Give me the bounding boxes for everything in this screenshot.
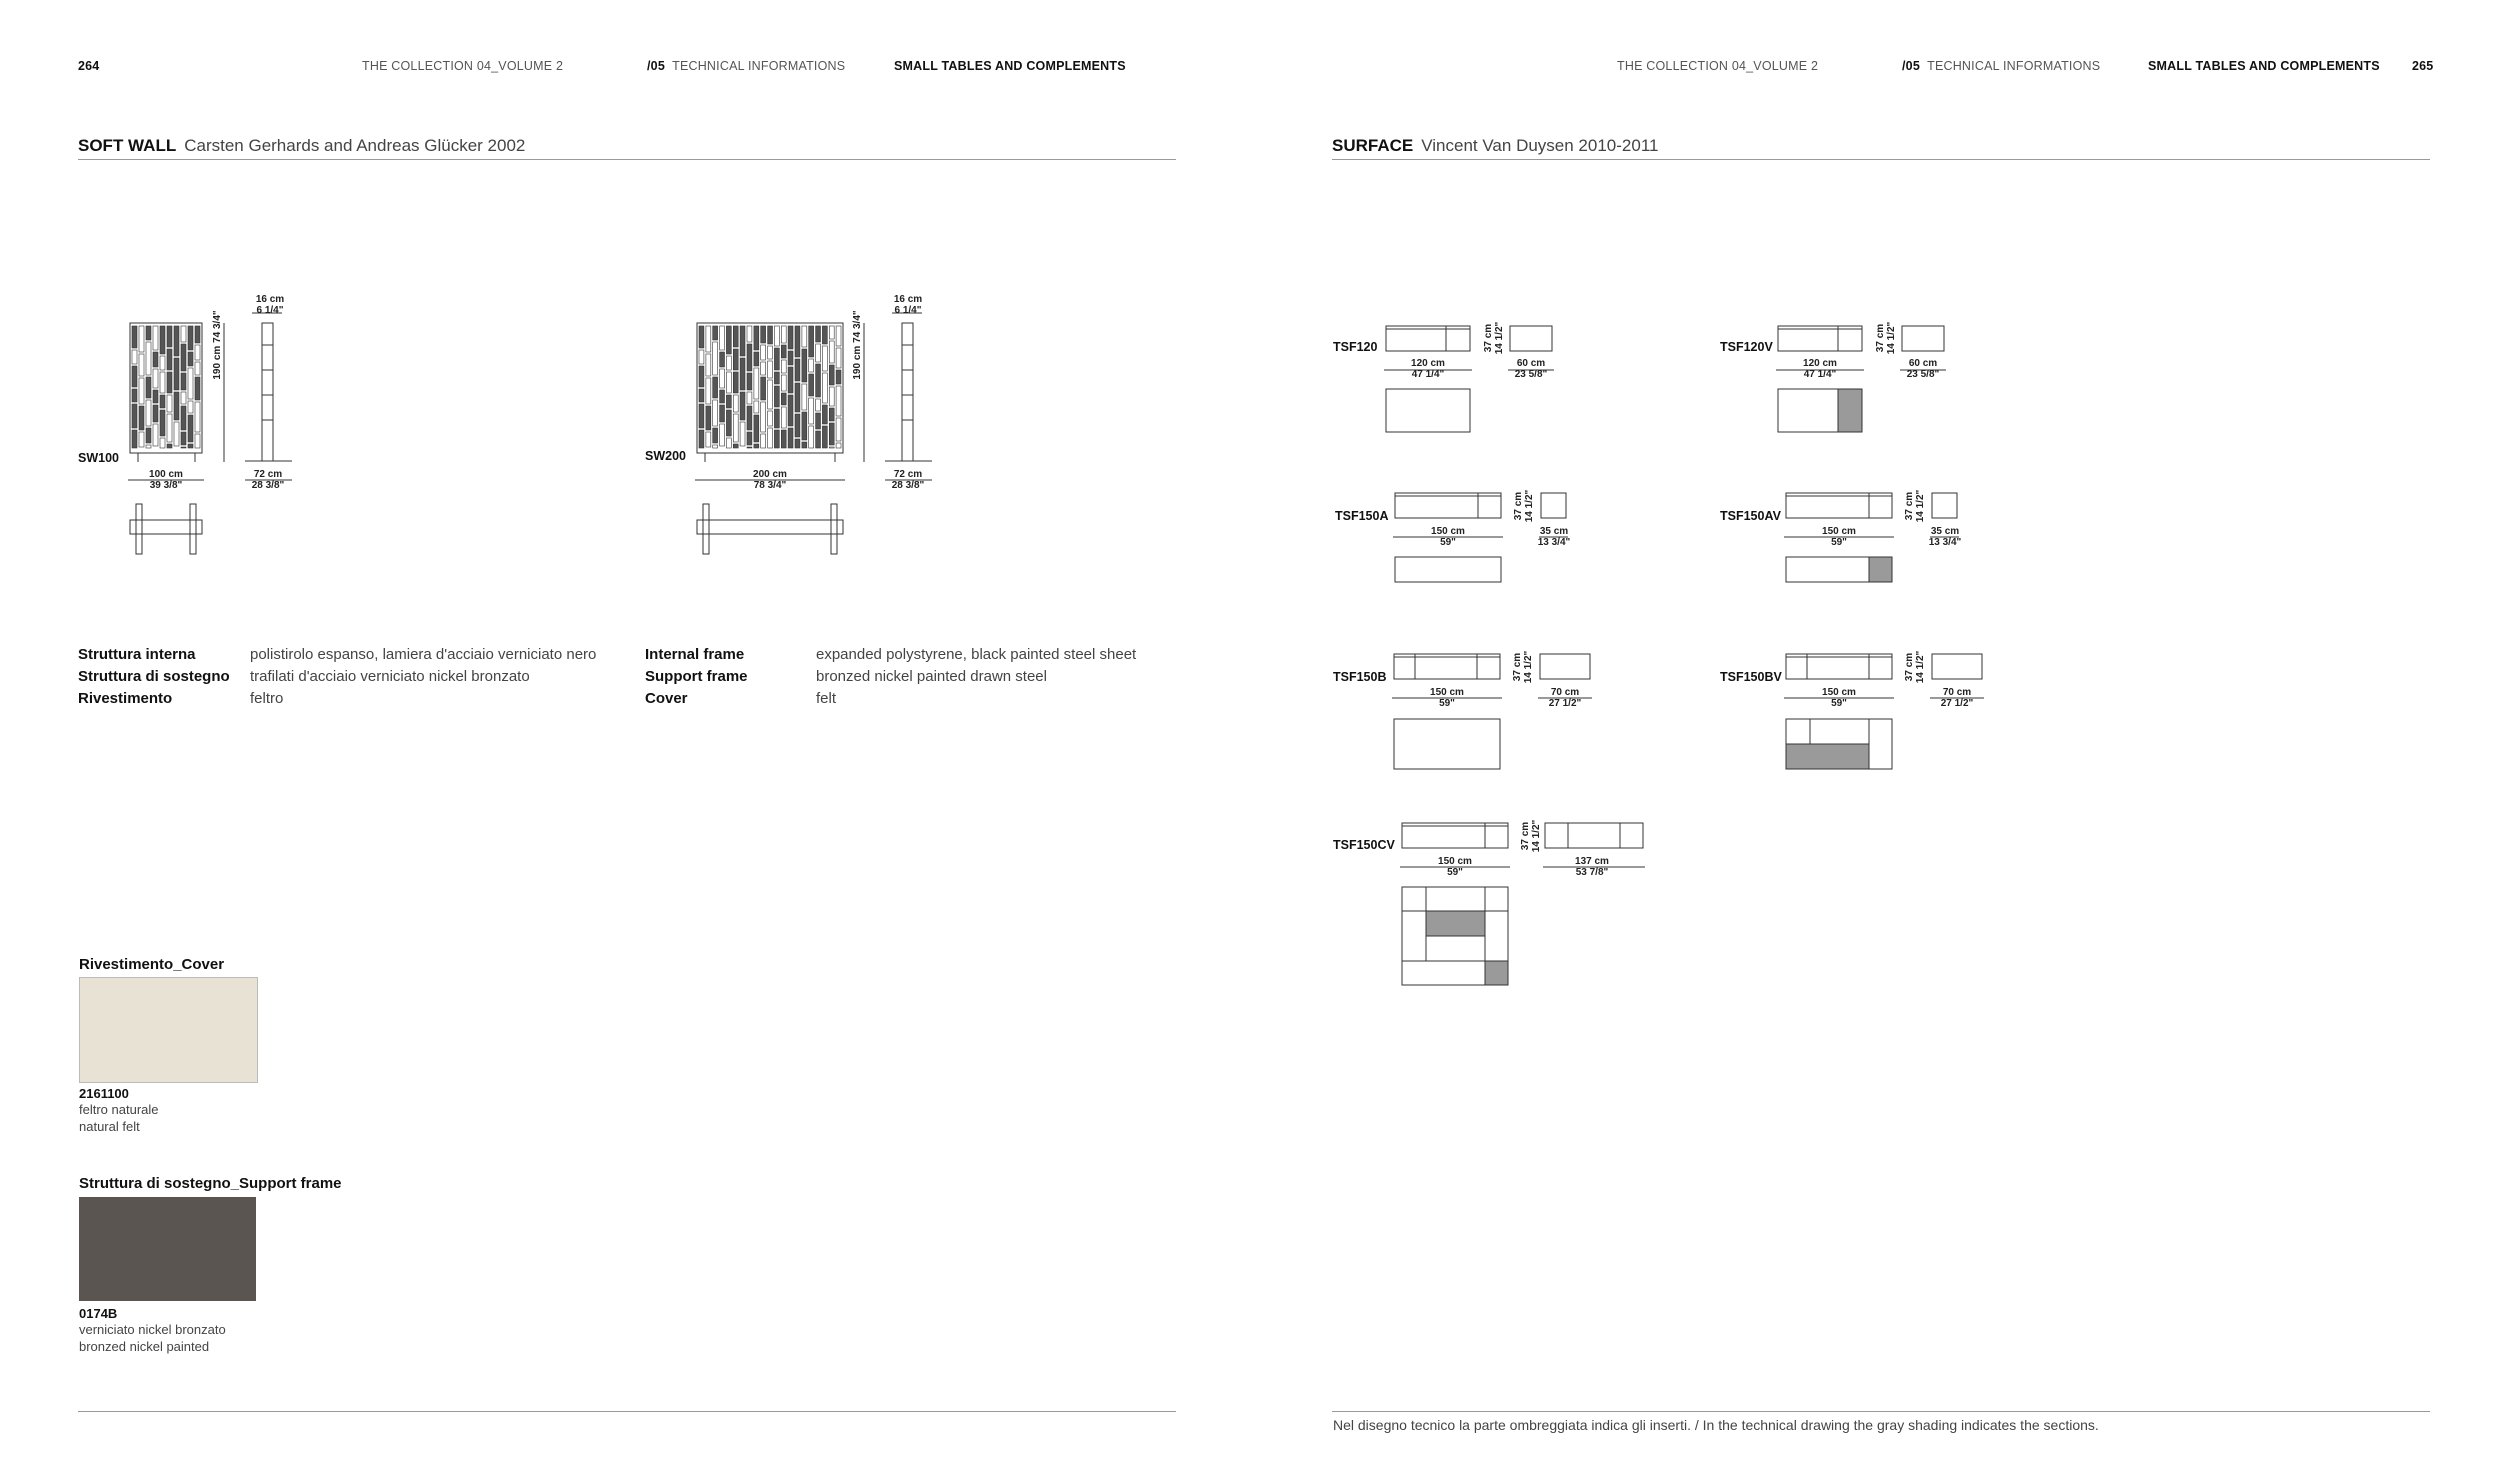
felt-block [188,352,193,366]
felt-block [816,364,821,397]
felt-block [781,430,786,448]
felt-block [139,406,144,430]
felt-block [706,326,711,352]
felt-block [720,424,725,446]
swatch-description: verniciato nickel bronzato bronzed nickel painted [79,1322,226,1354]
model-code-tsf150cv: TSF150CV [1333,838,1395,852]
felt-block [809,426,814,448]
felt-block [795,326,800,357]
felt-block [195,362,200,375]
felt-block [167,349,172,370]
felt-block [726,410,731,436]
felt-block [733,349,738,370]
felt-block [720,390,725,403]
felt-block [174,326,179,356]
footnote: Nel disegno tecnico la parte ombreggiata indica gli inserti. / In the technical drawing the gray shading indicates the sections. [1333,1417,2099,1433]
felt-block [188,368,193,399]
spec-label: Cover [645,690,688,707]
footer-divider-left [78,1411,1176,1412]
felt-block [713,428,718,443]
felt-block [160,326,165,354]
felt-block [788,351,793,365]
felt-block [699,430,704,448]
felt-block [788,428,793,448]
felt-block [713,377,718,398]
felt-block [699,350,704,364]
felt-block [720,326,725,350]
felt-block [181,447,186,448]
felt-block [747,344,752,371]
felt-block [754,415,759,442]
felt-block [146,342,151,375]
felt-block [726,356,731,370]
felt-block [146,428,151,443]
page-number-left: 264 [78,59,100,73]
felt-block [740,392,745,420]
felt-block [802,384,807,410]
felt-block [726,326,731,354]
felt-block [181,392,186,404]
felt-block [795,439,800,448]
felt-block [788,395,793,426]
felt-block [195,377,200,400]
felt-block [754,444,759,448]
title-divider-left [78,159,1176,160]
felt-block [740,422,745,446]
felt-block [802,412,807,440]
felt-block [706,378,711,404]
width-dim-sw200: 200 cm 78 3/4" [753,469,787,491]
felt-block [774,348,779,370]
collection-label-left: THE COLLECTION 04_VOLUME 2 [362,59,564,73]
felt-block [720,405,725,422]
felt-block [795,359,800,381]
felt-block [181,432,186,445]
title-divider-right [1332,159,2430,160]
felt-block [747,432,752,445]
felt-block [188,326,193,350]
felt-block [754,368,759,399]
felt-block [146,400,151,426]
felt-block [768,411,773,426]
spec-label: Struttura di sostegno [78,668,230,685]
felt-block [132,326,137,348]
spec-value: polistirolo espanso, lamiera d'acciaio verniciato nero [250,646,597,663]
depth-dim-sw200: 16 cm 6 1/4" [893,294,923,316]
felt-block [829,341,834,363]
felt-block [761,326,766,343]
category-label-left: SMALL TABLES AND COMPLEMENTS [894,59,1126,73]
felt-block [132,350,137,364]
felt-block [809,326,814,357]
felt-block [132,389,137,402]
felt-block [740,326,745,356]
felt-block [747,406,752,430]
felt-block [153,326,158,350]
felt-block [167,414,172,442]
model-code-sw200: SW200 [645,449,686,463]
depth-dim: 70 cm 27 1/2" [1548,687,1582,709]
model-code-tsf150av: TSF150AV [1720,509,1781,523]
felt-block [713,445,718,448]
felt-block [829,365,834,385]
felt-block [836,348,841,368]
model-code-tsf150b: TSF150B [1333,670,1387,684]
felt-block [747,373,752,390]
felt-block [829,326,834,339]
felt-block [132,404,137,428]
felt-block [774,372,779,384]
felt-block [822,426,827,448]
felt-block [153,424,158,446]
felt-block [195,345,200,360]
felt-block [802,442,807,448]
felt-block [188,415,193,442]
width-dim: 150 cm 59" [1822,687,1856,709]
felt-block [181,373,186,390]
felt-block [153,369,158,388]
depth-dim: 70 cm 27 1/2" [1940,687,1974,709]
felt-block [153,390,158,403]
felt-block [195,326,200,343]
swatch-felt-natural[interactable] [79,977,258,1083]
height-dim: 37 cm 14 1/2" [1520,819,1542,853]
felt-block [720,352,725,367]
felt-block [781,407,786,428]
spec-label: Struttura interna [78,646,196,663]
felt-block [816,413,821,429]
felt-block [733,444,738,448]
felt-block [836,326,841,346]
felt-block [699,389,704,402]
felt-block [822,373,827,403]
felt-block [768,361,773,378]
swatch-code: 2161100 [79,1086,129,1101]
spec-value: bronzed nickel painted drawn steel [816,668,1047,685]
felt-block [768,346,773,359]
height-dim-sw200: 190 cm 74 3/4" [852,310,863,380]
felt-block [829,408,834,421]
felt-block [153,352,158,367]
felt-block [726,395,731,408]
felt-block [146,377,151,398]
surface-tables-drawing [0,0,1,1]
felt-block [139,432,144,447]
felt-block [822,326,827,344]
height-dim: 37 cm 14 1/2" [1512,650,1534,684]
felt-block [188,444,193,448]
width-dim: 150 cm 59" [1430,687,1464,709]
felt-block [174,358,179,390]
felt-block [160,356,165,370]
height-dim: 37 cm 14 1/2" [1904,489,1926,523]
depth-dim: 60 cm 23 5/8" [1906,358,1940,380]
footer-divider-right [1332,1411,2430,1412]
spec-value: feltro [250,690,284,707]
width-dim-sw100: 100 cm 39 3/8" [149,469,183,491]
width-dim: 150 cm 59" [1822,526,1856,548]
felt-block [781,326,786,343]
height-dim: 37 cm 14 1/2" [1483,321,1505,355]
felt-block [754,326,759,350]
felt-block [816,344,821,362]
felt-block [160,438,165,448]
felt-block [132,366,137,387]
felt-block [726,372,731,393]
felt-block [795,383,800,412]
section-label-right: /05 TECHNICAL INFORMATIONS [1902,59,2101,73]
felt-block [699,404,704,428]
felt-block [761,377,766,400]
felt-block [768,326,773,344]
product-title-right: SURFACE Vincent Van Duysen 2010-2011 [1332,136,1659,155]
felt-block [781,345,786,358]
felt-block [768,380,773,409]
category-label-right: SMALL TABLES AND COMPLEMENTS [2148,59,2380,73]
felt-block [720,369,725,388]
width-dim: 150 cm 59" [1438,856,1472,878]
spec-value: trafilati d'acciaio verniciato nickel bronzato [250,668,530,685]
felt-block [802,326,807,347]
felt-block [139,326,144,352]
spec-label: Support frame [645,668,748,685]
width-dim: 120 cm 47 1/4" [1803,358,1837,380]
depth-dim: 60 cm 23 5/8" [1514,358,1548,380]
swatch-group-title-support: Struttura di sostegno_Support frame [79,1175,342,1192]
felt-block [768,428,773,448]
felt-block [713,342,718,375]
felt-block [733,326,738,347]
height-dim: 37 cm 14 1/2" [1904,650,1926,684]
felt-block [802,349,807,382]
height-dim: 37 cm 14 1/2" [1513,489,1535,523]
model-code-tsf150bv: TSF150BV [1720,670,1782,684]
felt-block [706,354,711,376]
felt-block [195,402,200,432]
felt-block [836,370,841,384]
collection-label-right: THE COLLECTION 04_VOLUME 2 [1617,59,1819,73]
felt-block [829,423,834,445]
felt-block [713,400,718,426]
spec-value: expanded polystyrene, black painted steel sheet [816,646,1137,663]
felt-block [167,395,172,412]
depth-dim: 137 cm 53 7/8" [1575,856,1609,878]
felt-block [809,359,814,372]
felt-block [174,392,179,420]
width-dim: 150 cm 59" [1431,526,1465,548]
felt-block [167,444,172,448]
height-dim-sw100: 190 cm 74 3/4" [212,310,223,380]
felt-block [139,378,144,404]
section-label-left [647,59,845,73]
felt-block [139,354,144,376]
felt-block [761,402,766,432]
felt-block [761,434,766,448]
felt-block [829,447,834,448]
felt-block [774,430,779,448]
felt-block [788,367,793,393]
swatch-code: 0174B [79,1306,118,1321]
felt-block [181,344,186,371]
felt-block [774,386,779,407]
felt-block [788,326,793,349]
height-dim: 37 cm 14 1/2" [1875,321,1897,355]
felt-block [774,326,779,346]
swatch-bronzed-nickel[interactable] [79,1197,256,1301]
felt-block [706,406,711,430]
felt-block [181,406,186,430]
felt-block [160,372,165,393]
felt-block [706,432,711,447]
felt-block [829,387,834,406]
base-dim-sw100: 72 cm 28 3/8" [251,469,285,491]
felt-block [774,409,779,428]
felt-block [699,326,704,348]
felt-block [822,405,827,424]
felt-block [809,374,814,396]
felt-block [181,326,186,342]
felt-block [747,447,752,448]
model-code-sw100: SW100 [78,451,119,465]
felt-block [726,438,731,448]
felt-block [822,346,827,371]
felt-block [781,393,786,405]
felt-block [816,326,821,342]
felt-block [146,326,151,340]
spec-label: Rivestimento [78,690,173,707]
felt-block [733,395,738,412]
felt-block [132,430,137,448]
felt-block [781,375,786,391]
model-code-tsf120: TSF120 [1333,340,1378,354]
swatch-description: feltro naturale natural felt [79,1102,159,1134]
felt-block [754,401,759,413]
felt-block [713,326,718,340]
felt-block [195,434,200,448]
felt-block [699,366,704,387]
felt-block [747,392,752,404]
felt-block [809,398,814,424]
felt-block [174,422,179,446]
felt-block [740,358,745,390]
page-number-right: 265 [2412,59,2434,73]
felt-block [160,395,165,408]
felt-block [733,414,738,442]
product-title-left [78,136,525,156]
felt-block [160,410,165,436]
felt-block [167,326,172,347]
spec-value: felt [816,690,837,707]
depth-dim-sw100: 16 cm 6 1/4" [255,294,285,316]
width-dim: 120 cm 47 1/4" [1411,358,1445,380]
felt-block [795,414,800,437]
felt-block [836,443,841,448]
product-name: SOFT WALL [78,136,177,155]
felt-block [836,418,841,441]
felt-block [747,326,752,342]
felt-block [816,431,821,448]
felt-block [761,362,766,375]
felt-block [188,401,193,413]
depth-dim: 35 cm 13 3/4" [1537,526,1571,548]
section-number: /05 [647,59,665,73]
swatch-group-title-cover: Rivestimento_Cover [79,956,225,973]
model-code-tsf120v: TSF120V [1720,340,1773,354]
felt-block [167,372,172,393]
section-name: TECHNICAL INFORMATIONS [672,59,846,73]
felt-block [781,360,786,373]
product-designer: Carsten Gerhards and Andreas Glücker 2002 [184,136,526,155]
felt-block [153,405,158,422]
felt-block [836,386,841,416]
felt-block [754,352,759,366]
model-code-tsf150a: TSF150A [1335,509,1389,523]
felt-block [761,345,766,360]
spec-label: Internal frame [645,646,745,663]
felt-block [146,445,151,448]
depth-dim: 35 cm 13 3/4" [1928,526,1962,548]
felt-block [816,399,821,411]
base-dim-sw200: 72 cm 28 3/8" [891,469,925,491]
felt-block [733,372,738,393]
